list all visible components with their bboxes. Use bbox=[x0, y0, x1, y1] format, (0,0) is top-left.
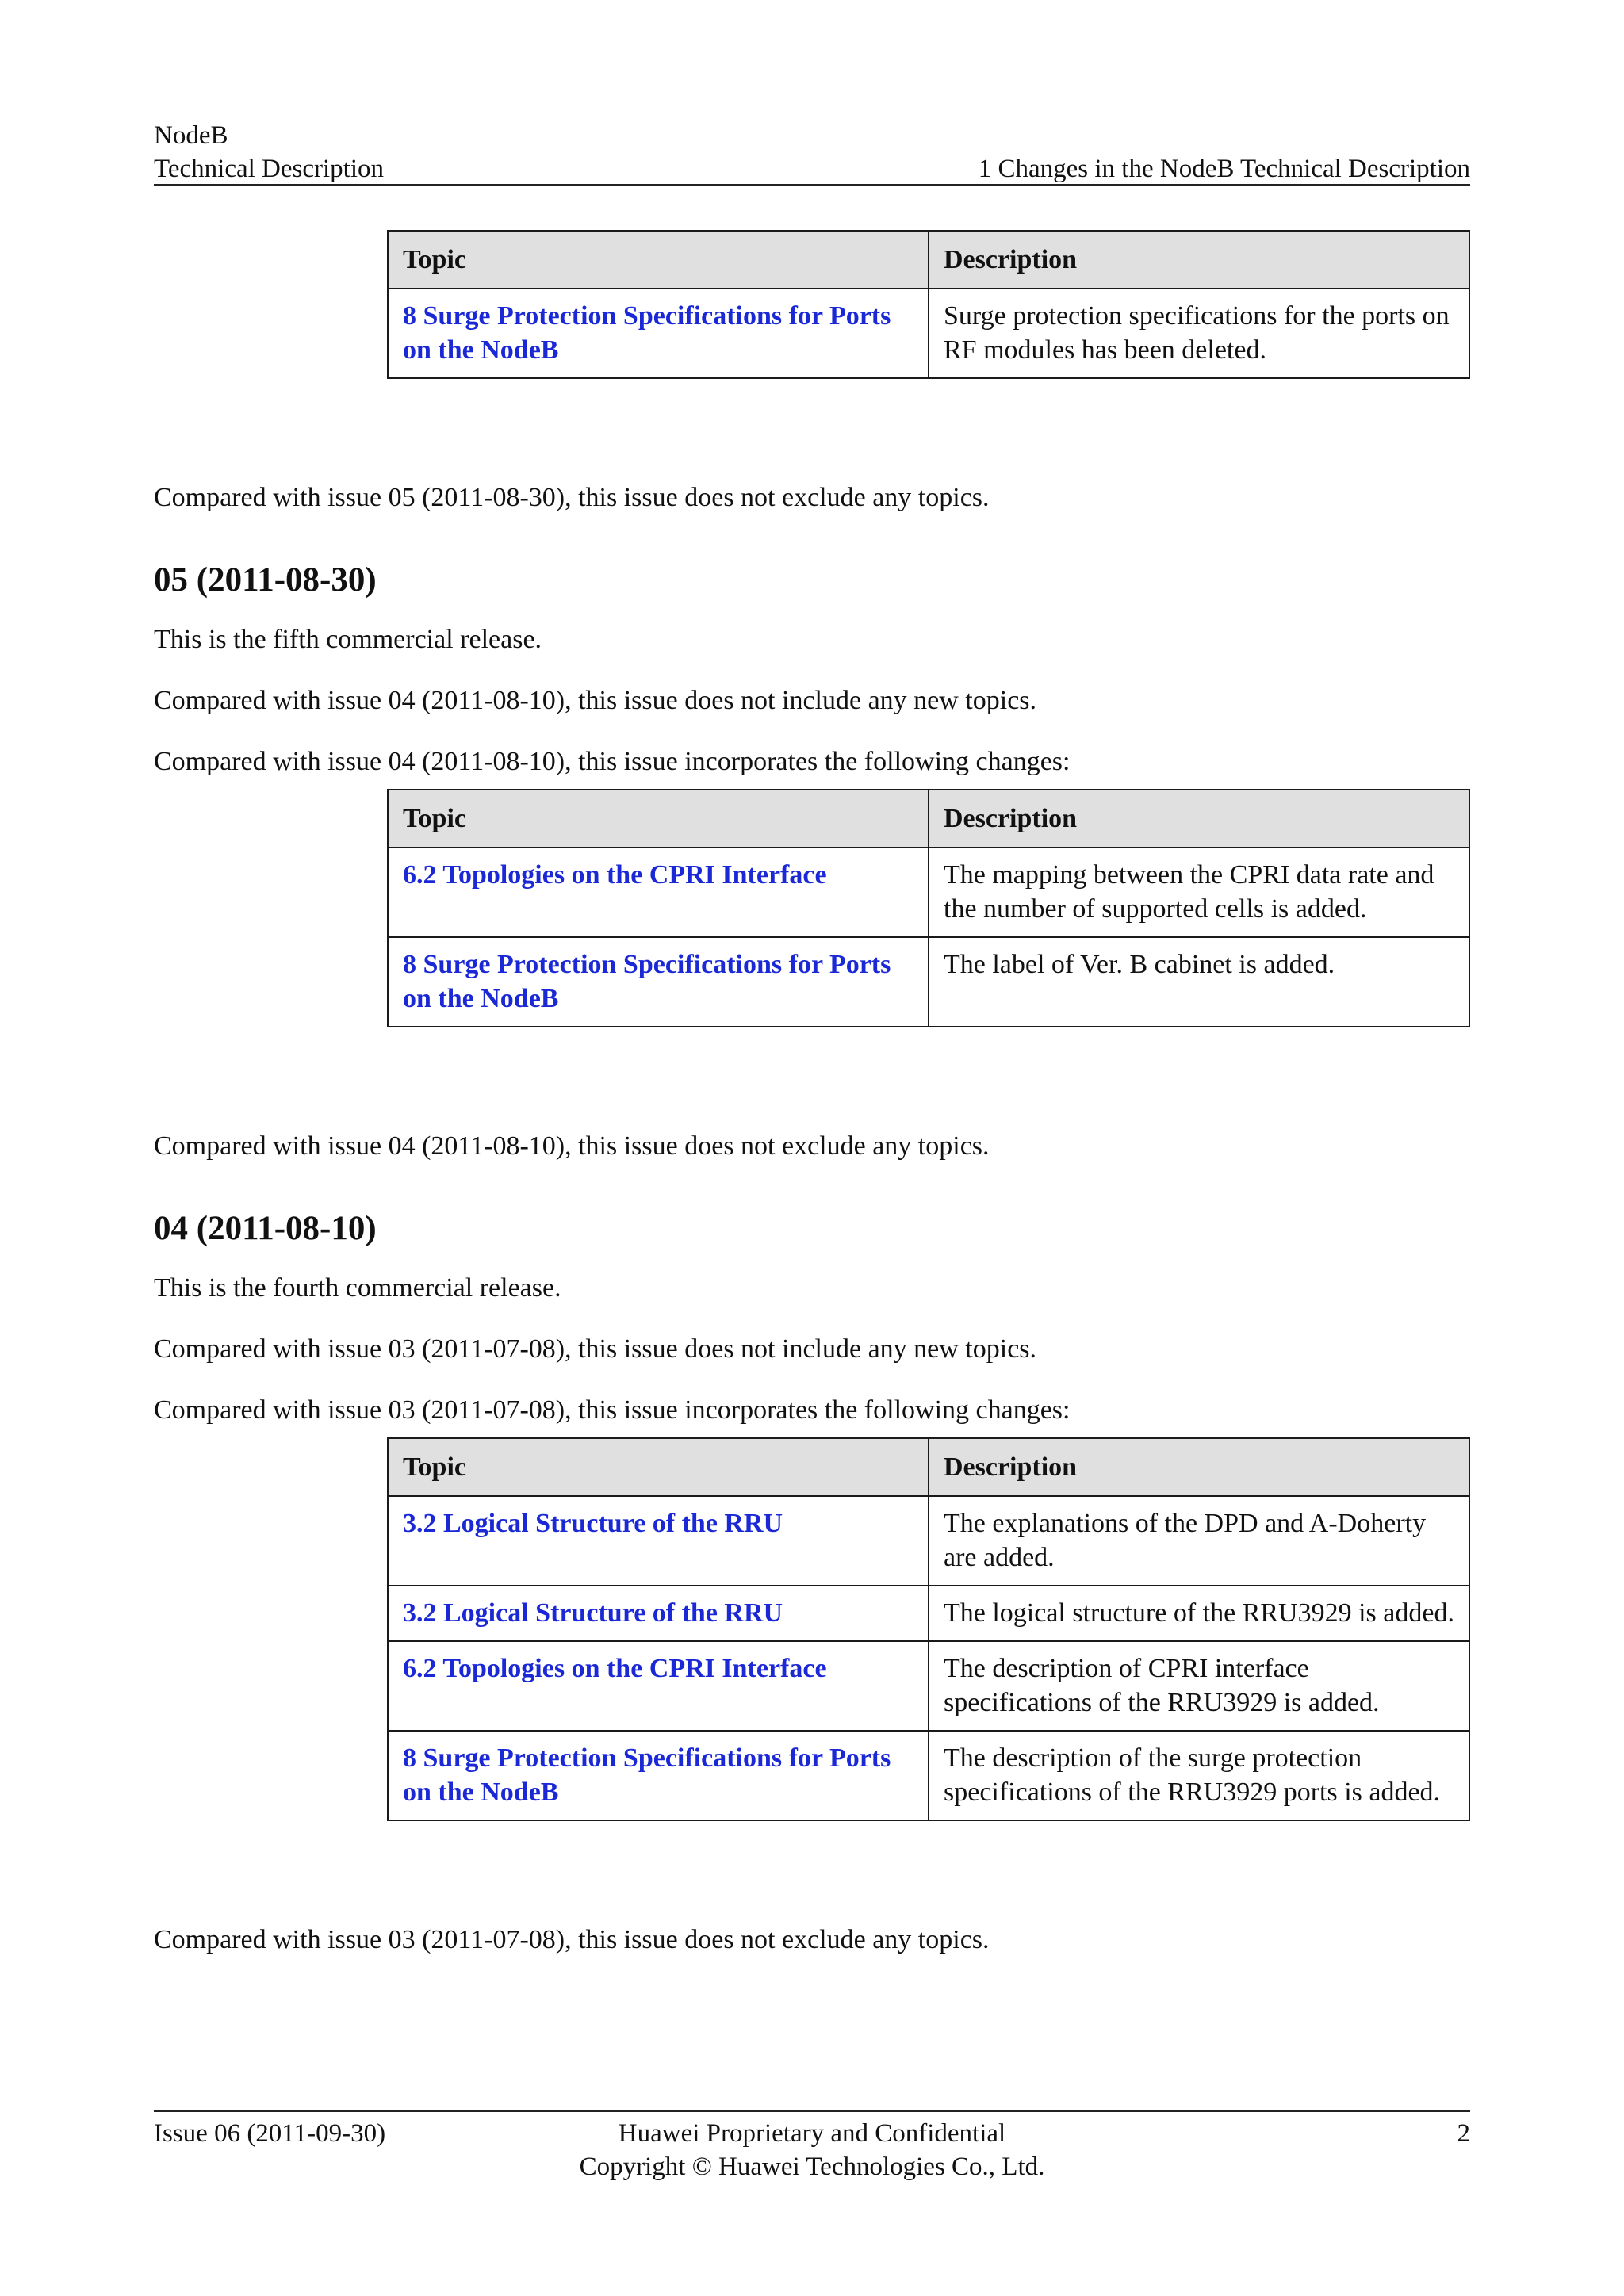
table-header-row bbox=[388, 790, 1469, 848]
new-topics-note-05: Compared with issue 04 (2011-08-10), this issue does not include any new topics. bbox=[154, 686, 1037, 715]
description-cell: The description of CPRI interface specifications of the RRU3929 is added. bbox=[929, 1641, 1469, 1731]
footer-center bbox=[154, 2117, 1470, 2183]
description-cell: The label of Ver. B cabinet is added. bbox=[929, 937, 1469, 1027]
column-header-topic: Topic bbox=[388, 790, 929, 848]
header-chapter: 1 Changes in the NodeB Technical Description bbox=[978, 155, 1470, 183]
column-header-description: Description bbox=[929, 790, 1469, 848]
table-row bbox=[388, 1496, 1469, 1586]
table-row bbox=[388, 848, 1469, 937]
table-row bbox=[388, 1731, 1469, 1820]
description-cell: Surge protection specifications for the ports on RF modules has been deleted. bbox=[929, 289, 1469, 378]
changes-intro-05: Compared with issue 04 (2011-08-10), this issue incorporates the following changes: bbox=[154, 747, 1071, 776]
new-topics-note-04: Compared with issue 03 (2011-07-08), this issue does not include any new topics. bbox=[154, 1334, 1037, 1364]
footer-confidential: Huawei Proprietary and Confidential bbox=[618, 2119, 1006, 2148]
release-intro-05: This is the fifth commercial release. bbox=[154, 625, 542, 654]
page-number: 2 bbox=[1457, 2119, 1470, 2148]
topic-link[interactable]: 3.2 Logical Structure of the RRU bbox=[388, 1496, 929, 1586]
column-header-description: Description bbox=[929, 231, 1469, 289]
topic-link[interactable]: 8 Surge Protection Specifications for Ports on the NodeB bbox=[388, 289, 929, 378]
excluded-topics-note-04: Compared with issue 03 (2011-07-08), this issue does not exclude any topics. bbox=[154, 1925, 990, 1954]
page-footer bbox=[154, 2110, 1470, 2191]
changes-intro-04: Compared with issue 03 (2011-07-08), this issue incorporates the following changes: bbox=[154, 1395, 1071, 1425]
description-cell: The mapping between the CPRI data rate and the number of supported cells is added. bbox=[929, 848, 1469, 937]
section-heading-05: 05 (2011-08-30) bbox=[154, 561, 377, 599]
change-table-05 bbox=[387, 789, 1470, 1027]
description-cell: The logical structure of the RRU3929 is added. bbox=[929, 1586, 1469, 1641]
table-row bbox=[388, 1641, 1469, 1731]
topic-link[interactable]: 6.2 Topologies on the CPRI Interface bbox=[388, 848, 929, 937]
column-header-topic: Topic bbox=[388, 231, 929, 289]
table1-wrapper bbox=[387, 230, 1470, 379]
excluded-topics-note-05: Compared with issue 04 (2011-08-10), this issue does not exclude any topics. bbox=[154, 1131, 990, 1161]
page-header bbox=[154, 119, 1470, 186]
excluded-topics-note-06: Compared with issue 05 (2011-08-30), this issue does not exclude any topics. bbox=[154, 483, 990, 512]
section-heading-04: 04 (2011-08-10) bbox=[154, 1210, 377, 1247]
table-row bbox=[388, 937, 1469, 1027]
header-product: NodeB bbox=[154, 121, 228, 150]
table-header-row bbox=[388, 231, 1469, 289]
table3-wrapper bbox=[387, 1437, 1470, 1821]
topic-link[interactable]: 8 Surge Protection Specifications for Ports on the NodeB bbox=[388, 1731, 929, 1820]
header-doc-title: Technical Description bbox=[154, 155, 384, 183]
table-row bbox=[388, 1586, 1469, 1641]
release-intro-04: This is the fourth commercial release. bbox=[154, 1273, 561, 1303]
footer-copyright: Copyright © Huawei Technologies Co., Ltd. bbox=[579, 2152, 1045, 2181]
change-table-06 bbox=[387, 230, 1470, 379]
description-cell: The description of the surge protection specifications of the RRU3929 ports is added. bbox=[929, 1731, 1469, 1820]
topic-link[interactable]: 8 Surge Protection Specifications for Ports on the NodeB bbox=[388, 937, 929, 1027]
footer-issue: Issue 06 (2011-09-30) bbox=[154, 2119, 386, 2148]
description-cell: The explanations of the DPD and A-Doherty are added. bbox=[929, 1496, 1469, 1586]
topic-link[interactable]: 6.2 Topologies on the CPRI Interface bbox=[388, 1641, 929, 1731]
column-header-topic: Topic bbox=[388, 1438, 929, 1496]
header-left bbox=[154, 119, 384, 186]
table-header-row bbox=[388, 1438, 1469, 1496]
table-row bbox=[388, 289, 1469, 378]
column-header-description: Description bbox=[929, 1438, 1469, 1496]
table2-wrapper bbox=[387, 789, 1470, 1027]
topic-link[interactable]: 3.2 Logical Structure of the RRU bbox=[388, 1586, 929, 1641]
change-table-04 bbox=[387, 1437, 1470, 1821]
page-content bbox=[154, 230, 1470, 1957]
